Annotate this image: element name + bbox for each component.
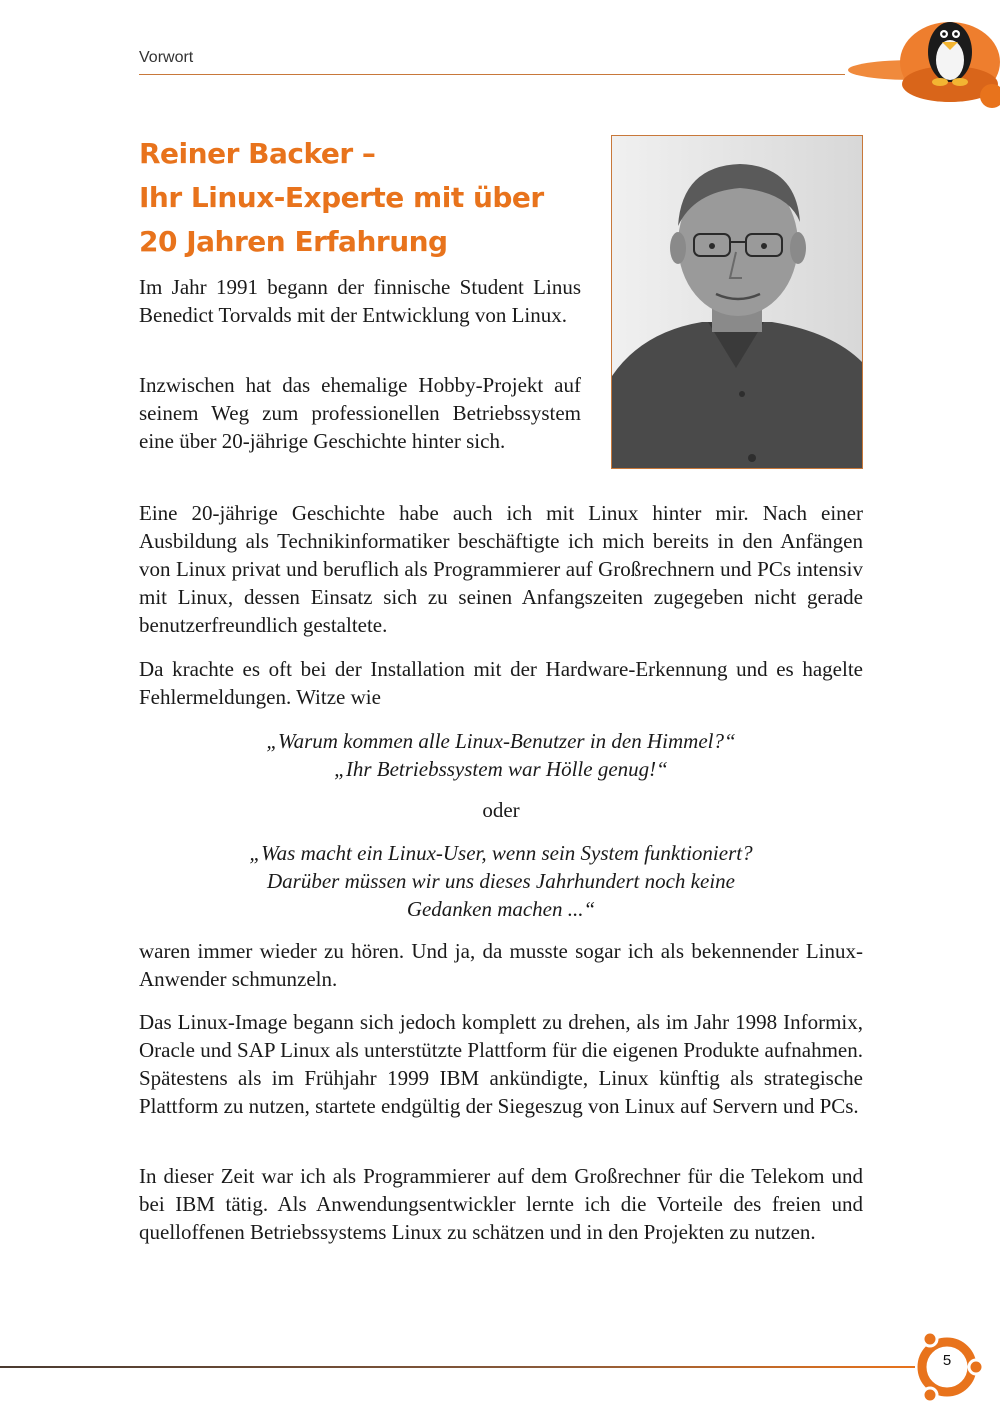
joke-quote [139,727,863,783]
body-paragraph: Das Linux-Image begann sich jedoch komplett zu drehen, als im Jahr 1998 Informix, Oracle und SAP Linux als unterstützte Plattform für die eigenen Produkte aufnahmen. Spätestens als im Frühjahr 1999 IBM ankündigte, Linux künftig als strategische Plattform zu nutzen, startete endgültig der Siegeszug von Linux auf Servern und PCs. [139,1010,863,1118]
quote-line: „Ihr Betriebssystem war Hölle genug!“ [334,757,668,781]
joke-quote [139,839,863,923]
footer-rule [0,1366,915,1368]
title-line: Ihr Linux-Experte mit über [139,181,544,214]
ubuntu-circle-icon [910,1330,990,1410]
page-number: 5 [942,1352,952,1369]
quote-line: „Warum kommen alle Linux-Benutzer in den Himmel?“ [266,729,736,753]
intro-paragraph: Im Jahr 1991 begann der finnische Student Linus Benedict Torvalds mit der Entwicklung von Linux. [139,275,581,327]
page-title [139,132,599,264]
portrait-illustration [612,136,862,468]
quote-line: „Was macht ein Linux-User, wenn sein System funktioniert? [249,841,753,865]
quote-line: Darüber müssen wir uns dieses Jahrhundert noch keine [267,869,735,893]
body-paragraph: Eine 20-jährige Geschichte habe auch ich mit Linux hinter mir. Nach einer Ausbildung als Technikinformatiker beschäftigte ich mich bereits in den Anfängen von Linux privat und beruflich als Programmierer auf Großrechnern und PCs intensiv mit Linux, dessen Einsatz sich zu seinen Anfangszeiten zugegeben nicht gerade benutzerfreundlich gestaltete. [139,501,863,637]
body-paragraph: In dieser Zeit war ich als Programmierer auf dem Großrechner für die Telekom und bei IBM tätig. Als Anwendungsentwickler lernte ich die Vorteile des freien und quelloffenen Betriebssystems Linux zu schätzen und in den Projekten zu nutzen. [139,1164,863,1244]
body-paragraph: Da krachte es oft bei der Installation mit der Hardware-Erkennung und es hagelte Fehlermeldungen. Witze wie [139,657,863,709]
header-rule [139,74,845,75]
title-line: Reiner Backer – [139,137,376,170]
quote-line: Gedanken machen ...“ [406,897,596,921]
section-header: Vorwort [139,49,194,66]
tux-penguin-icon [842,6,1000,118]
body-paragraph: waren immer wieder zu hören. Und ja, da musste sogar ich als bekennender Linux-Anwender schmunzeln. [139,939,863,991]
body-paragraph: Inzwischen hat das ehemalige Hobby-Projekt auf seinem Weg zum professionellen Betriebssystem eine über 20-jährige Geschichte hinter sich. [139,373,581,453]
title-line: 20 Jahren Erfahrung [139,225,448,258]
author-photo [611,135,863,469]
quote-separator: oder [482,798,520,822]
